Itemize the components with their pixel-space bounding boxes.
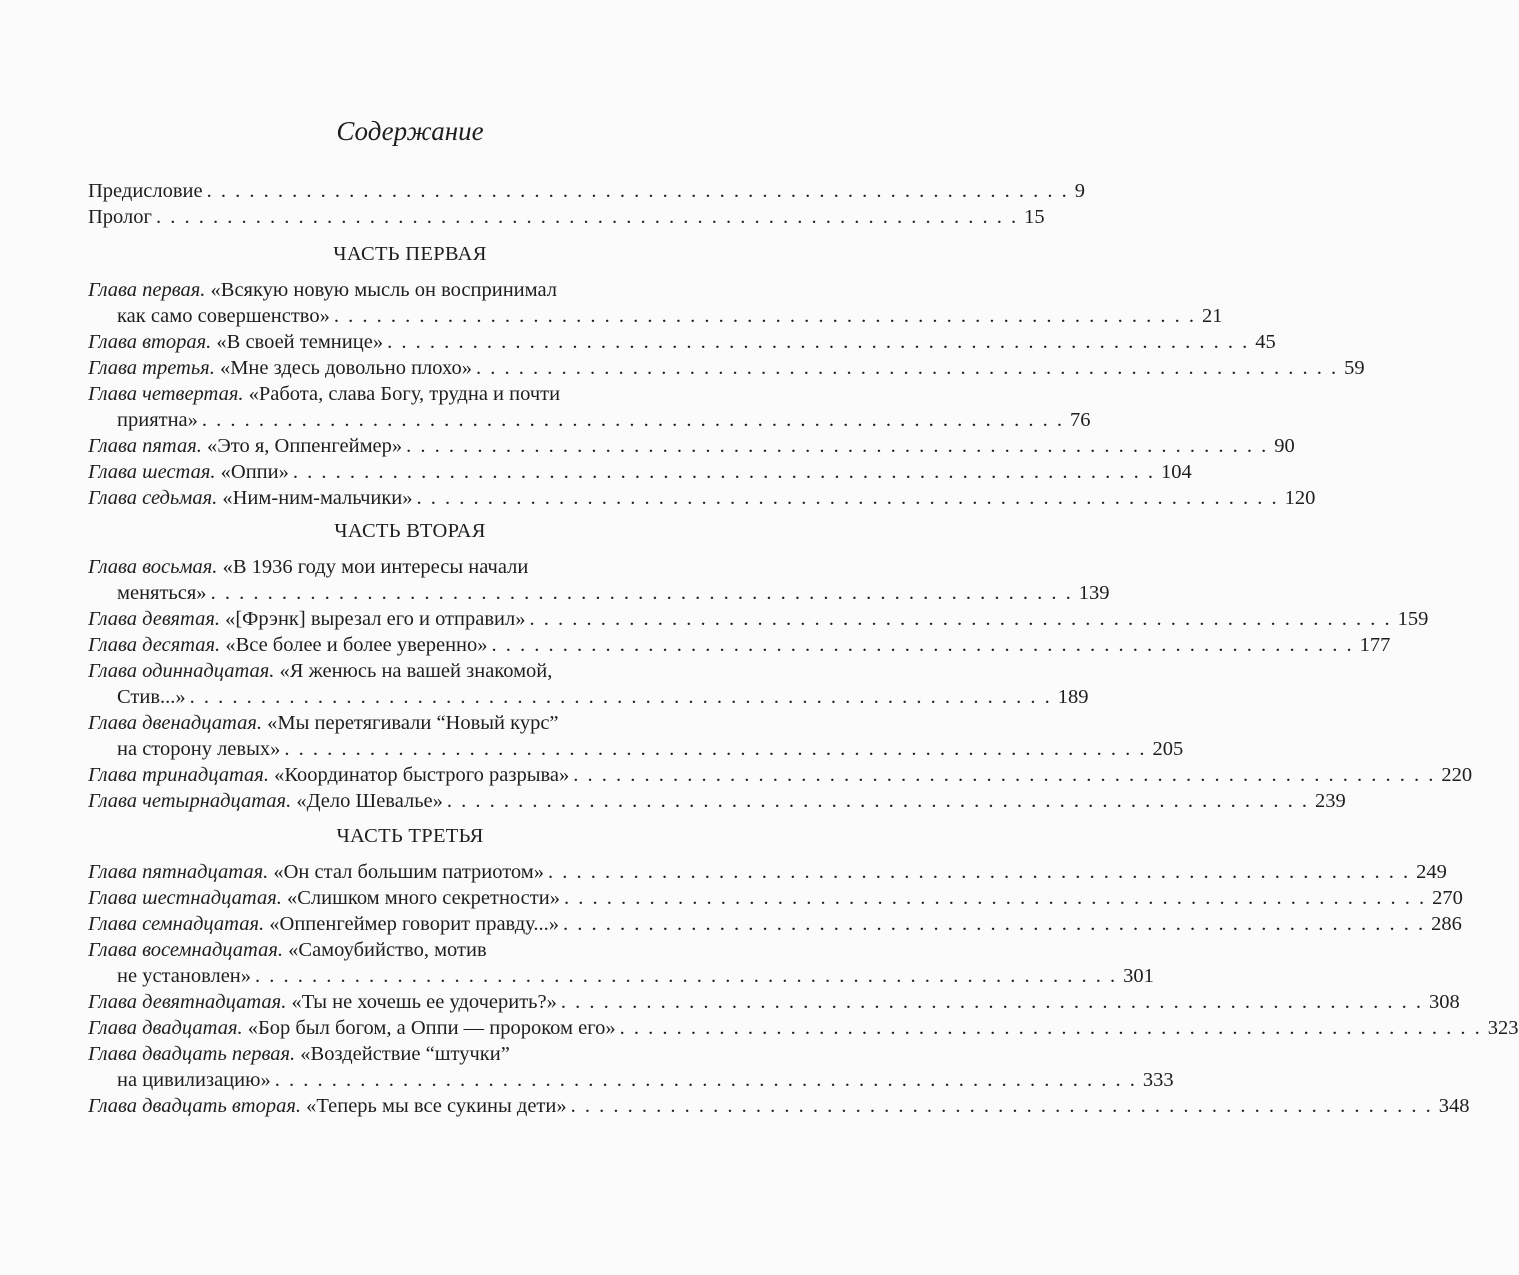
chapter-title — [88, 277, 557, 303]
page-number: 220 — [1441, 764, 1473, 786]
chapter-label: Глава тринадцатая. — [88, 764, 269, 786]
part-heading: ЧАСТЬ ПЕРВАЯ — [333, 243, 487, 265]
chapter-quote: «Самоубийство, мотив — [283, 939, 487, 961]
chapter-title — [88, 554, 528, 580]
chapter-label: Глава пятнадцатая. — [88, 861, 269, 883]
dot-leader: . . . . . . . . . . . . . . . . . . . . . . . . . . . . . . . . . . . . . . . . . . . . . . . . . . . . . . . . . . . . . — [563, 887, 1427, 909]
dot-leader: . . . . . . . . . . . . . . . . . . . . . . . . . . . . . . . . . . . . . . . . . . . . . . . . . . . . . . . . . . . . . — [619, 1017, 1482, 1039]
chapter-line — [88, 277, 694, 303]
chapter-quote: «Все более и более уверенно» — [220, 634, 488, 656]
chapter-line — [88, 989, 1460, 1015]
chapter-label: Глава двадцать первая. — [88, 1043, 296, 1065]
chapter-line — [88, 355, 1365, 381]
page-number: 239 — [1315, 790, 1346, 812]
chapter-line — [88, 459, 1192, 485]
page-number: 9 — [1074, 180, 1085, 202]
chapter-line — [88, 433, 1295, 459]
page-title: Содержание — [336, 116, 484, 146]
front-matter-line — [88, 178, 1085, 204]
chapter-label: Глава одиннадцатая. — [88, 660, 275, 682]
chapter-line — [88, 381, 694, 407]
chapter-title — [117, 407, 198, 433]
chapter-quote: «Оппенгеймер говорит правду...» — [264, 913, 559, 935]
dot-leader: . . . . . . . . . . . . . . . . . . . . . . . . . . . . . . . . . . . . . . . . . . . . . . . . . . . . . . . . . . . . . — [333, 305, 1196, 327]
chapter-quote: «[Фрэнк] вырезал его и отправил» — [219, 608, 526, 630]
chapter-line — [117, 407, 1091, 433]
chapter-label: Глава девятнадцатая. — [88, 991, 287, 1013]
chapter-line — [88, 937, 694, 963]
page-number: 76 — [1070, 409, 1091, 431]
part-heading: ЧАСТЬ ВТОРАЯ — [334, 520, 486, 542]
chapter-label: Глава седьмая. — [88, 487, 218, 509]
chapter-title — [88, 381, 560, 407]
chapter-line — [88, 658, 694, 684]
chapter-line — [88, 788, 1346, 814]
dot-leader: . . . . . . . . . . . . . . . . . . . . . . . . . . . . . . . . . . . . . . . . . . . . . . . . . . . . . . . . . . . . . — [201, 409, 1065, 431]
chapter-quote: «Бор был богом, а Оппи — пророком его» — [242, 1017, 616, 1039]
chapter-quote: «Координатор быстрого разрыва» — [268, 764, 570, 786]
chapter-title — [88, 329, 383, 355]
chapter-quote: «Теперь мы все сукины дети» — [301, 1095, 567, 1117]
dot-leader: . . . . . . . . . . . . . . . . . . . . . . . . . . . . . . . . . . . . . . . . . . . . . . . . . . . . . . . . . . . . . — [570, 1095, 1433, 1117]
dot-leader: . . . . . . . . . . . . . . . . . . . . . . . . . . . . . . . . . . . . . . . . . . . . . . . . . . . . . . . . . . . . . — [255, 965, 1118, 987]
chapter-line — [117, 736, 1184, 762]
chapter-line — [88, 1015, 1519, 1041]
part-heading: ЧАСТЬ ТРЕТЬЯ — [336, 825, 484, 847]
page-number: 189 — [1057, 686, 1089, 708]
dot-leader: . . . . . . . . . . . . . . . . . . . . . . . . . . . . . . . . . . . . . . . . . . . . . . . . . . . . . . . . . . . . . — [562, 913, 1426, 935]
chapter-label: Глава восемнадцатая. — [88, 939, 284, 961]
chapter-quote: «Ты не хочешь ее удочерить?» — [286, 991, 557, 1013]
dot-leader: . . . . . . . . . . . . . . . . . . . . . . . . . . . . . . . . . . . . . . . . . . . . . . . . . . . . . . . . . . . . . — [476, 357, 1339, 379]
chapter-label: Глава пятая. — [88, 435, 202, 457]
chapter-label: Глава восьмая. — [88, 556, 218, 578]
page-number: 270 — [1432, 887, 1463, 909]
chapter-line — [117, 684, 1089, 710]
chapter-title — [88, 606, 525, 632]
chapter-quote: «Всякую новую мысль он воспринимал — [205, 279, 557, 301]
chapter-line — [88, 911, 1462, 937]
chapter-quote: приятна» — [117, 409, 198, 431]
dot-leader: . . . . . . . . . . . . . . . . . . . . . . . . . . . . . . . . . . . . . . . . . . . . . . . . . . . . . . . . . . . . . — [284, 738, 1147, 760]
chapter-label: Глава двадцатая. — [88, 1017, 243, 1039]
chapter-label: Глава шестнадцатая. — [88, 887, 282, 909]
page-number: 177 — [1359, 634, 1391, 656]
chapter-label: Глава четырнадцатая. — [88, 790, 292, 812]
chapter-title — [117, 303, 330, 329]
chapter-quote: «Я женюсь на вашей знакомой, — [274, 660, 553, 682]
chapter-label: Глава семнадцатая. — [88, 913, 265, 935]
dot-leader: . . . . . . . . . . . . . . . . . . . . . . . . . . . . . . . . . . . . . . . . . . . . . . . . . . . . . . . . . . . . . — [416, 487, 1279, 509]
chapter-label: Глава первая. — [88, 279, 206, 301]
chapter-line — [88, 762, 1473, 788]
chapter-label: Глава шестая. — [88, 461, 216, 483]
chapter-title — [88, 885, 560, 911]
page-number: 286 — [1431, 913, 1462, 935]
chapter-quote: «Дело Шевалье» — [291, 790, 443, 812]
page-number: 323 — [1487, 1017, 1519, 1039]
page-number: 348 — [1438, 1095, 1470, 1117]
chapter-label: Глава четвертая. — [88, 383, 244, 405]
chapter-line — [88, 1041, 694, 1067]
chapter-label: Глава девятая. — [88, 608, 220, 630]
chapter-title — [88, 433, 402, 459]
dot-leader: . . . . . . . . . . . . . . . . . . . . . . . . . . . . . . . . . . . . . . . . . . . . . . . . . . . . . . . . . . . . . — [274, 1069, 1137, 1091]
chapter-title — [88, 788, 443, 814]
chapter-title — [117, 580, 207, 606]
dot-leader: . . . . . . . . . . . . . . . . . . . . . . . . . . . . . . . . . . . . . . . . . . . . . . . . . . . . . . . . . . . . . — [406, 435, 1269, 457]
dot-leader: . . . . . . . . . . . . . . . . . . . . . . . . . . . . . . . . . . . . . . . . . . . . . . . . . . . . . . . . . . . . . — [529, 608, 1392, 630]
chapter-title — [88, 459, 289, 485]
chapter-quote: не установлен» — [117, 965, 252, 987]
dot-leader: . . . . . . . . . . . . . . . . . . . . . . . . . . . . . . . . . . . . . . . . . . . . . . . . . . . . . . . . . . . . . — [292, 461, 1155, 483]
dot-leader: . . . . . . . . . . . . . . . . . . . . . . . . . . . . . . . . . . . . . . . . . . . . . . . . . . . . . . . . . . . . . — [210, 582, 1073, 604]
chapter-quote: «Слишком много секретности» — [281, 887, 560, 909]
chapter-line — [117, 580, 1110, 606]
chapter-title — [117, 736, 280, 762]
chapter-quote: «Мне здесь довольно плохо» — [214, 357, 472, 379]
dot-leader: . . . . . . . . . . . . . . . . . . . . . . . . . . . . . . . . . . . . . . . . . . . . . . . . . . . . . . . . . . . . . — [573, 764, 1436, 786]
chapter-quote: «Работа, слава Богу, трудна и почти — [243, 383, 561, 405]
front-matter-title — [88, 204, 152, 230]
page-number: 205 — [1152, 738, 1184, 760]
page-number: 104 — [1160, 461, 1192, 483]
page-number: 90 — [1274, 435, 1295, 457]
chapter-quote: «Мы перетягивали “Новый курс” — [262, 712, 559, 734]
chapter-quote: меняться» — [117, 582, 207, 604]
chapter-line — [88, 1093, 1470, 1119]
chapter-title — [88, 710, 559, 736]
chapter-quote: «Он стал большим патриотом» — [268, 861, 545, 883]
chapter-line — [88, 606, 1429, 632]
dot-leader: . . . . . . . . . . . . . . . . . . . . . . . . . . . . . . . . . . . . . . . . . . . . . . . . . . . . . . . . . . . . . — [548, 861, 1411, 883]
chapter-line — [88, 710, 694, 736]
chapter-quote: Пролог — [88, 206, 152, 228]
chapter-quote: «Ним-ним-мальчики» — [217, 487, 413, 509]
chapter-label: Глава десятая. — [88, 634, 221, 656]
page-number: 159 — [1397, 608, 1429, 630]
dot-leader: . . . . . . . . . . . . . . . . . . . . . . . . . . . . . . . . . . . . . . . . . . . . . . . . . . . . . . . . . . . . . — [446, 790, 1310, 812]
chapter-title — [88, 1041, 510, 1067]
chapter-line — [88, 885, 1463, 911]
chapter-line — [88, 859, 1447, 885]
page-number: 139 — [1078, 582, 1110, 604]
chapter-line — [88, 632, 1391, 658]
front-matter-line — [88, 204, 1045, 230]
chapter-quote: Стив...» — [117, 686, 186, 708]
chapter-title — [88, 658, 552, 684]
chapter-title — [88, 355, 472, 381]
chapter-label: Глава двенадцатая. — [88, 712, 263, 734]
chapter-quote: на сторону левых» — [117, 738, 281, 760]
chapter-title — [117, 684, 186, 710]
chapter-title — [88, 911, 559, 937]
chapter-quote: на цивилизацию» — [117, 1069, 271, 1091]
chapter-line — [88, 485, 1316, 511]
chapter-label: Глава двадцать вторая. — [88, 1095, 302, 1117]
chapter-line — [88, 329, 1276, 355]
chapter-title — [88, 989, 557, 1015]
chapter-quote: «Воздействие “штучки” — [295, 1043, 510, 1065]
chapter-title — [88, 632, 488, 658]
chapter-quote: «В своей темнице» — [211, 331, 384, 353]
chapter-quote: «В 1936 году мои интересы начали — [217, 556, 529, 578]
page-number: 333 — [1142, 1069, 1174, 1091]
chapter-title — [88, 859, 544, 885]
chapter-title — [88, 937, 487, 963]
dot-leader: . . . . . . . . . . . . . . . . . . . . . . . . . . . . . . . . . . . . . . . . . . . . . . . . . . . . . . . . . . . . . — [491, 634, 1354, 656]
chapter-quote: как само совершенство» — [117, 305, 330, 327]
page-number: 59 — [1344, 357, 1365, 379]
chapter-title — [117, 963, 251, 989]
chapter-label: Глава вторая. — [88, 331, 212, 353]
chapter-quote: «Оппи» — [215, 461, 289, 483]
chapter-line — [88, 554, 694, 580]
chapter-title — [88, 762, 569, 788]
chapter-line — [117, 303, 1223, 329]
chapter-title — [88, 485, 413, 511]
page-number: 308 — [1429, 991, 1460, 1013]
chapter-title — [88, 1015, 616, 1041]
front-matter-title — [88, 178, 203, 204]
dot-leader: . . . . . . . . . . . . . . . . . . . . . . . . . . . . . . . . . . . . . . . . . . . . . . . . . . . . . . . . . . . . . — [189, 686, 1052, 708]
dot-leader: . . . . . . . . . . . . . . . . . . . . . . . . . . . . . . . . . . . . . . . . . . . . . . . . . . . . . . . . . . . . . — [155, 206, 1019, 228]
chapter-label: Глава третья. — [88, 357, 215, 379]
dot-leader: . . . . . . . . . . . . . . . . . . . . . . . . . . . . . . . . . . . . . . . . . . . . . . . . . . . . . . . . . . . . . — [387, 331, 1250, 353]
chapter-title — [88, 1093, 567, 1119]
chapter-quote: Предисловие — [88, 180, 203, 202]
page-number: 15 — [1024, 206, 1045, 228]
page-number: 249 — [1416, 861, 1447, 883]
dot-leader: . . . . . . . . . . . . . . . . . . . . . . . . . . . . . . . . . . . . . . . . . . . . . . . . . . . . . . . . . . . . . — [206, 180, 1069, 202]
page-number: 301 — [1123, 965, 1154, 987]
page-number: 120 — [1284, 487, 1316, 509]
chapter-line — [117, 963, 1154, 989]
chapter-line — [117, 1067, 1174, 1093]
chapter-title — [117, 1067, 271, 1093]
chapter-quote: «Это я, Оппенгеймер» — [201, 435, 403, 457]
page-number: 45 — [1255, 331, 1276, 353]
page-number: 21 — [1201, 305, 1223, 327]
dot-leader: . . . . . . . . . . . . . . . . . . . . . . . . . . . . . . . . . . . . . . . . . . . . . . . . . . . . . . . . . . . . . — [560, 991, 1423, 1013]
